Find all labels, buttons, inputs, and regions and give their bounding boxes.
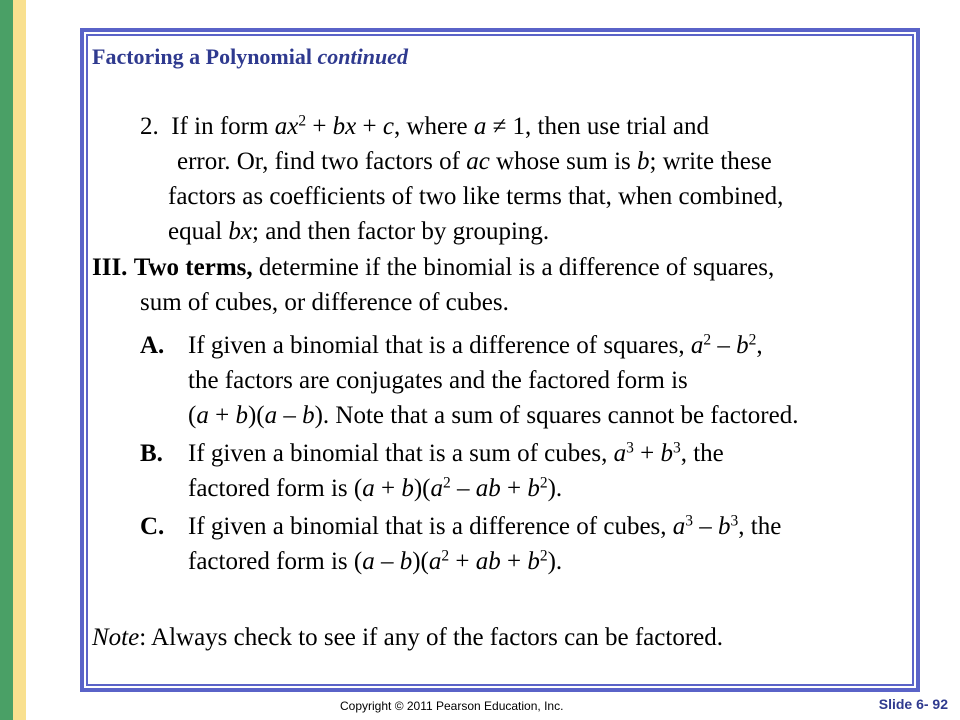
left-accent-bar-green: [0, 0, 13, 720]
item-a-line-2: the factors are conjugates and the factored form is: [188, 367, 688, 394]
item-c-line-1: If given a binomial that is a difference of cubes, $a^3 - b^3$, the: [188, 512, 782, 540]
item-2-line-2: error. Or, find two factors of ac whose sum is b; write these: [177, 148, 772, 175]
slide-title: Factoring a Polynomial continued: [92, 44, 408, 69]
item-a-line-1: If given a binomial that is a difference of squares, $a^2 - b^2$,: [188, 331, 763, 359]
section-3-line-1: III. Two terms, determine if the binomial is a difference of squares,: [92, 254, 775, 281]
section-3-line-2: sum of cubes, or difference of cubes.: [140, 289, 509, 316]
item-b-line-2: factored form is $(a + b)(a^2$ – ab + $b^2$).: [188, 474, 563, 502]
item-b-label: B.: [140, 440, 163, 467]
left-accent-bar-yellow: [13, 0, 26, 720]
item-a-line-3: (a + b)(a – b). Note that a sum of squares cannot be factored.: [188, 402, 799, 429]
item-c-line-2: factored form is $(a - b)(a^2$ + ab + $b^2$).: [188, 547, 563, 575]
item-2-line-1: 2. If in form $ax^2$ + bx + c, where a ≠ 1, then use trial and: [140, 112, 710, 140]
item-a-label: A.: [140, 332, 165, 359]
item-2-line-3: factors as coefficients of two like terms that, when combined,: [168, 183, 784, 210]
item-b-line-1: If given a binomial that is a sum of cubes, $a^3 + b^3$, the: [188, 439, 724, 467]
item-c-label: C.: [140, 513, 165, 540]
slide-number: Slide 6- 92: [878, 696, 948, 712]
item-2-line-4: equal bx; and then factor by grouping.: [168, 218, 550, 245]
copyright-footer: Copyright © 2011 Pearson Education, Inc.: [340, 699, 564, 713]
note-line: Note: Always check to see if any of the factors can be factored.: [92, 624, 723, 651]
